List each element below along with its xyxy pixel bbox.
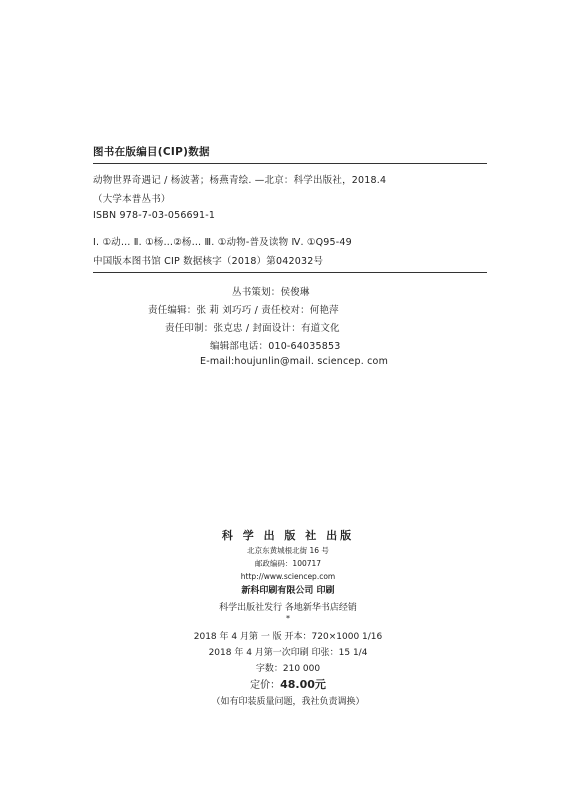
price-value: 48.00元 bbox=[280, 678, 326, 691]
printer-name: 新科印刷有限公司 印刷 bbox=[241, 586, 335, 596]
cip-line-classification: Ⅰ. ①动… Ⅱ. ①杨…②杨… Ⅲ. ①动物-普及读物 Ⅳ. ①Q95-49 bbox=[93, 237, 352, 248]
editorial-email: E-mail:houjunlin@mail. sciencep. com bbox=[200, 356, 389, 367]
cip-line-series: （大学本普丛书） bbox=[93, 194, 171, 205]
publisher-name: 科 学 出 版 社 出版 bbox=[221, 529, 355, 542]
responsible-printing: 责任印制：张克忠 / 封面设计：有道文化 bbox=[165, 323, 340, 334]
quality-notice: （如有印装质量问题，我社负责调换） bbox=[211, 697, 365, 707]
distribution-info: 科学出版社发行 各地新华书店经销 bbox=[219, 603, 357, 613]
cip-title: 图书在版编目(CIP)数据 bbox=[93, 146, 210, 158]
cip-line-isbn: ISBN 978-7-03-056691-1 bbox=[93, 210, 216, 221]
responsible-editors: 责任编辑：张 莉 刘巧巧 / 责任校对：何艳萍 bbox=[148, 305, 339, 316]
cip-top-rule bbox=[93, 163, 487, 164]
price-label: 定价： bbox=[250, 680, 281, 691]
cip-bottom-rule bbox=[93, 272, 487, 273]
edition-info: 2018 年 4 月第 一 版 开本：720×1000 1/16 bbox=[193, 632, 383, 642]
publisher-url: http://www.sciencep.com bbox=[240, 572, 336, 581]
print-run-info: 2018 年 4 月第一次印刷 印张：15 1/4 bbox=[208, 648, 368, 658]
editorial-phone: 编辑部电话：010-64035853 bbox=[210, 341, 341, 352]
cip-line-title: 动物世界奇遇记 / 杨波著；杨燕青绘. —北京：科学出版社，2018.4 bbox=[93, 175, 387, 186]
series-planner: 丛书策划：侯俊琳 bbox=[232, 287, 310, 298]
word-count: 字数：210 000 bbox=[255, 664, 321, 674]
separator-star: * bbox=[286, 614, 290, 623]
publisher-postcode: 邮政编码：100717 bbox=[254, 559, 322, 568]
publisher-address: 北京东黄城根北街 16 号 bbox=[247, 546, 329, 555]
price bbox=[0, 676, 576, 692]
cip-line-cip-number: 中国版本图书馆 CIP 数据核字（2018）第042032号 bbox=[93, 256, 324, 267]
